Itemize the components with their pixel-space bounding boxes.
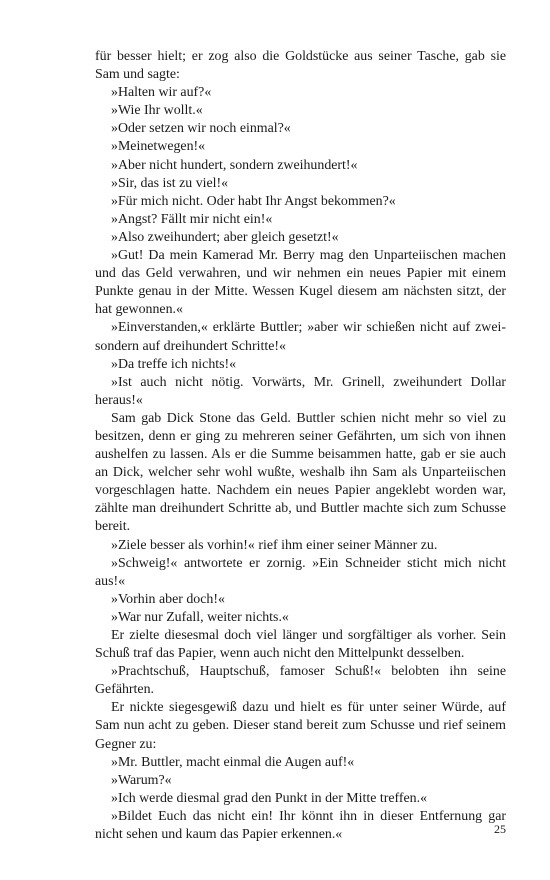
paragraph: »Ist auch nicht nötig. Vorwärts, Mr. Grinell, zweihundert Dollar heraus!« bbox=[95, 374, 506, 408]
paragraph-continuation: für besser hielt; er zog also die Goldstücke aus seiner Tasche, gab sie Sam und sagte: bbox=[95, 49, 506, 83]
paragraph: »Warum?« bbox=[111, 772, 172, 788]
paragraph: Er nickte siegesgewiß dazu und hielt es für unter seiner Würde, auf Sam nun acht zu geben. Dieser stand bereit zum Schusse und rief seinem Gegner zu: bbox=[95, 700, 506, 752]
paragraph: »Mr. Buttler, macht einmal die Augen auf!« bbox=[111, 754, 355, 770]
paragraph: »Angst? Fällt mir nicht ein!« bbox=[111, 211, 273, 227]
paragraph: »War nur Zufall, weiter nichts.« bbox=[111, 609, 289, 625]
paragraph: »Einverstanden,« erklärte Buttler; »aber wir schießen nicht auf zwei- sondern auf dreihundert Schritte!« bbox=[95, 320, 506, 354]
paragraph: »Prachtschuß, Hauptschuß, famoser Schuß!« belobten ihn seine Gefährten. bbox=[95, 664, 506, 698]
paragraph: »Also zweihundert; aber gleich gesetzt!« bbox=[111, 229, 339, 245]
body-text bbox=[95, 48, 506, 844]
paragraph: »Wie Ihr wollt.« bbox=[111, 103, 203, 119]
paragraph: »Meinetwegen!« bbox=[111, 139, 206, 155]
paragraph: »Oder setzen wir noch einmal?« bbox=[111, 121, 291, 137]
paragraph: »Für mich nicht. Oder habt Ihr Angst bekommen?« bbox=[111, 193, 396, 209]
paragraph: »Vorhin aber doch!« bbox=[111, 591, 225, 607]
paragraph: Er zielte diesesmal doch viel länger und sorgfältiger als vorher. Sein Schuß traf das Papier, wenn auch nicht den Mittelpunkt desselben. bbox=[95, 628, 506, 662]
paragraph: »Halten wir auf?« bbox=[111, 85, 212, 101]
paragraph: »Da treffe ich nichts!« bbox=[111, 356, 237, 372]
paragraph: »Sir, das ist zu viel!« bbox=[111, 175, 229, 191]
paragraph: »Schweig!« antwortete er zornig. »Ein Schneider sticht mich nicht aus!« bbox=[95, 555, 506, 589]
page-number: 25 bbox=[494, 822, 506, 836]
paragraph: Sam gab Dick Stone das Geld. Buttler schien nicht mehr so viel zu besitzen, denn er ging zu mehreren seiner Gefährten, um sich von ihnen aushelfen zu lassen. Als er die Summe beisammen hatte, gab er sie auch an Dick, welcher sehr wohl wußte, weshalb ihn Sam als Unparteiischen vorgeschlagen hatte. Nachdem ein neues Papier angeklebt worden war, zählte man dreihundert Schritte ab, und Buttler machte sich zum Schusse bereit. bbox=[95, 410, 506, 535]
paragraph: »Bildet Euch das nicht ein! Ihr könnt ihn in dieser Entfernung gar nicht sehen und kaum das Papier erkennen.« bbox=[95, 808, 506, 843]
paragraph: »Ich werde diesmal grad den Punkt in der Mitte treffen.« bbox=[111, 790, 428, 806]
paragraph: »Gut! Da mein Kamerad Mr. Berry mag den Unparteiischen machen und das Geld verwahren, und wir nehmen ein neues Papier mit einem Punkte genau in der Mitte. Wessen Kugel diesem am nächsten sitzt, der hat gewonnen.« bbox=[95, 248, 506, 318]
paragraph: »Aber nicht hundert, sondern zweihundert!« bbox=[111, 157, 358, 173]
paragraph: »Ziele besser als vorhin!« rief ihm einer seiner Männer zu. bbox=[111, 537, 438, 553]
